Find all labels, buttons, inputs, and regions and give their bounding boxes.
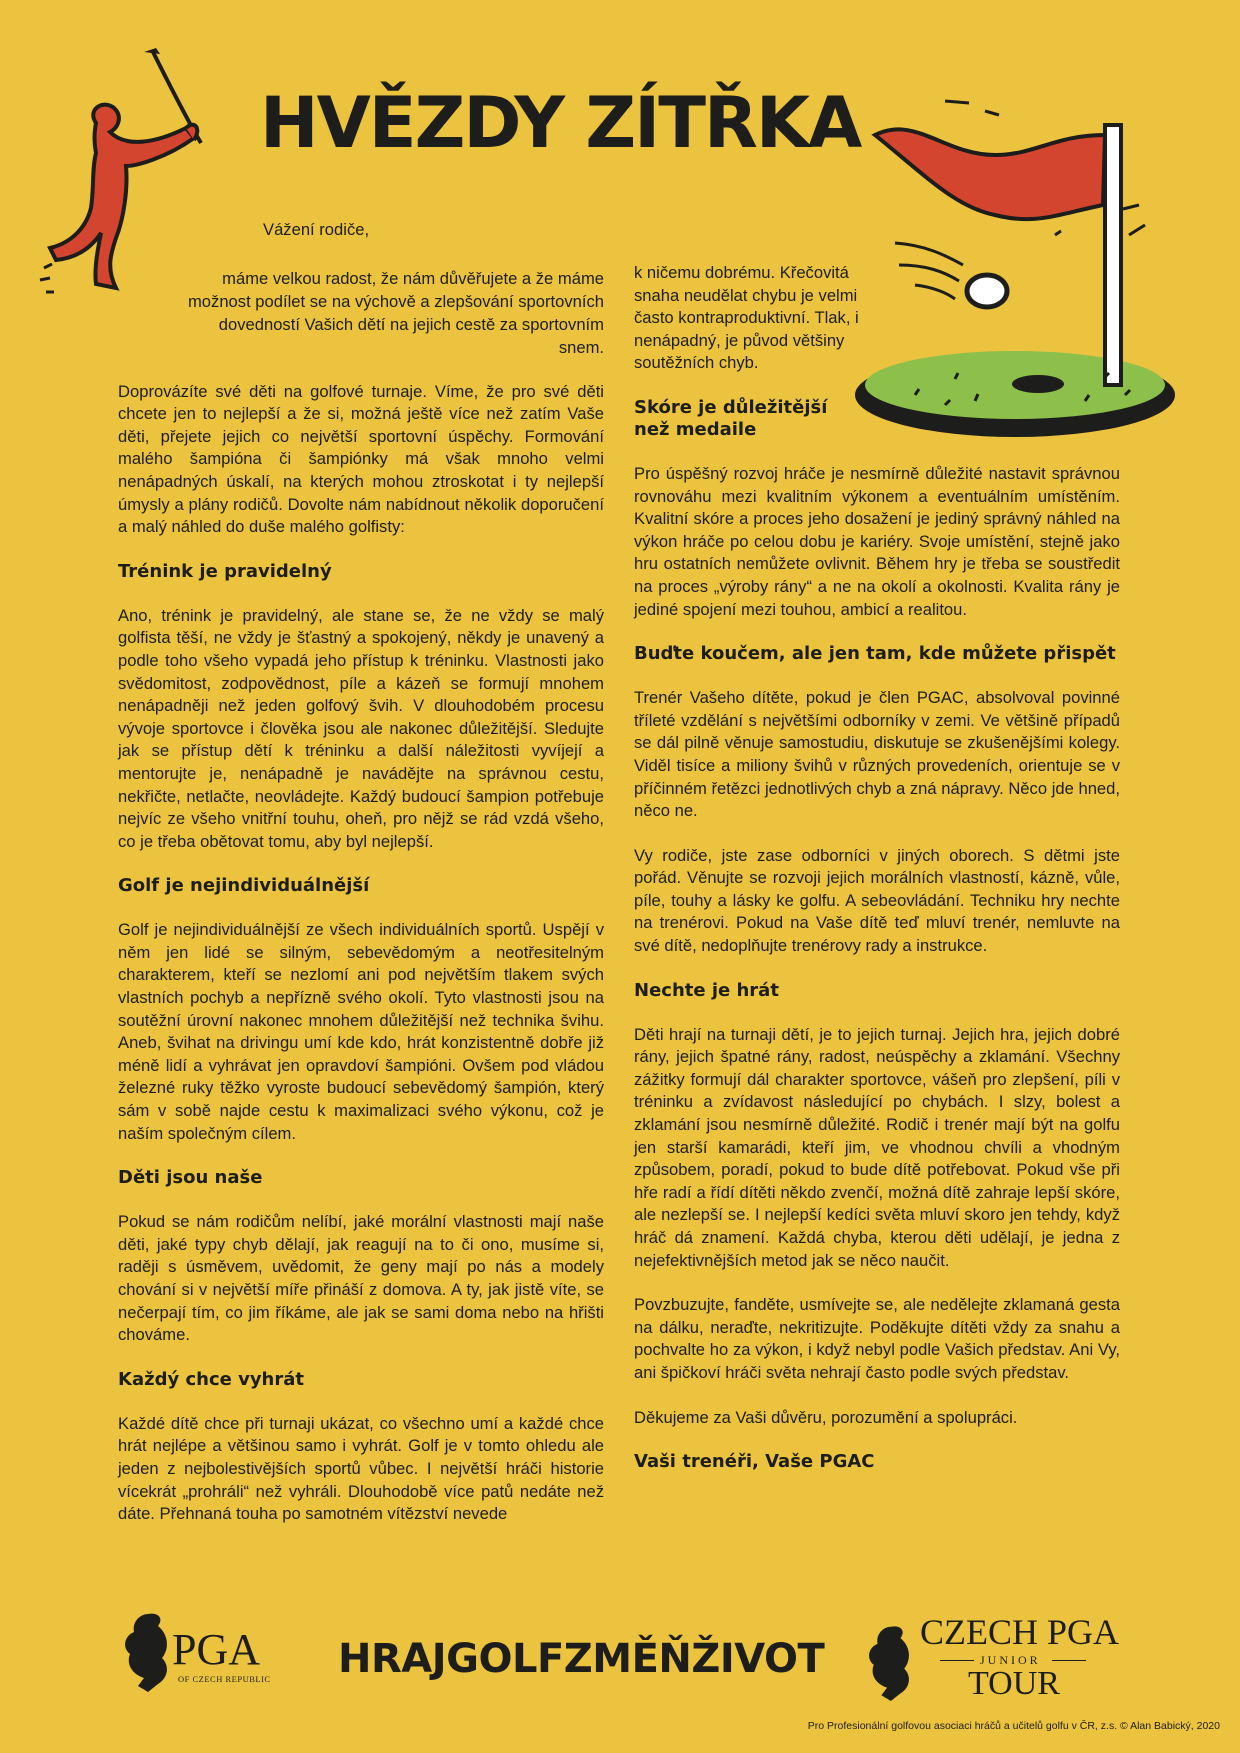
heading-coach: Buďte koučem, ale jen tam, kde můžete přispět — [634, 643, 1116, 665]
intro-paragraph: máme velkou radost, že nám důvěřujete a že máme možnost podílet se na výchově a zlepšování sportovních dovedností Vašich dětí na jejich cestě za sportovním snem. — [187, 268, 604, 357]
paragraph-thanks: Děkujeme za Vaši důvěru, porozumění a spolupráci. — [634, 1407, 1018, 1427]
footer-copyright: Pro Profesionální golfovou asociaci hráčů a učitelů golfu v ČR, z.s. © Alan Babický, 2020 — [807, 1720, 1220, 1732]
paragraph-coach-2: Vy rodiče, jste zase odborníci v jiných oborech. S dětmi jste pořád. Věnujte se rozvoji jejich morálních vlastností, kázně, vůle, píle, touhy a lásky ke golfu. A sebeovládání. Techniku hry nechte na trenérovi. Pokud na Vaše dítě teď mluví trenér, nemluvte na své dítě, nedoplňujte trenérovy rady a instrukce. — [634, 845, 1120, 956]
pga-logo-sub: OF CZECH REPUBLIC — [178, 1674, 271, 1684]
paragraph-win: Každé dítě chce při turnaji ukázat, co všechno umí a každé chce hrát nejlépe a většinou samo i vyhrát. Golf je v tomto ohledu ale jeden z nejbolestivějších sportů vůbec. I největší hráči historie vícekrát „prohráli“ než vyhráli. Dlouhodobě více patů nedáte než dáte. Přehnaná touha po samotném vítězství nevede — [118, 1413, 604, 1524]
signature: Vaši trenéři, Vaše PGAC — [634, 1451, 875, 1473]
heading-individual: Golf je nejindividuálnější — [118, 875, 370, 897]
pga-logo-main: PGA — [172, 1625, 261, 1674]
logo-rule-left — [940, 1660, 974, 1661]
paragraph-score: Pro úspěšný rozvoj hráče je nesmírně důležité nastavit správnou rovnováhu mezi kvalitním výkonem a eventuálním umístěním. Kvalitní skóre a proces jeho dosažení je jediný správný náhled na výkon hráče po celou dobu je kariéry. Svoje umístění, stejně jako hru ostatních nemůžete ovlivnit. Během hry je třeba se soustředit na proces „výroby rány“ a ne na okolí a okolnosti. Kvalita rány je jediné spojení mezi touhou, ambicí a realitou. — [634, 463, 1120, 619]
heading-win: Každý chce vyhrát — [118, 1368, 304, 1390]
logo-line-czech-pga: CZECH PGA — [920, 1612, 1120, 1652]
paragraph-play-2: Povzbuzujte, fanděte, usmívejte se, ale nedělejte zklamaná gesta na dálku, neraďte, nekritizujte. Poděkujte dítěti vždy za snahu a pochvalte ho za výkon, i když nebyl podle Vašich představ. Ani Vy, ani špičkoví hráči světa nehrají často podle svých představ. — [634, 1295, 1120, 1382]
page-title: HVĚZDY ZÍTŘKA — [260, 82, 861, 164]
golfer-logo-icon — [862, 1621, 916, 1701]
opening-paragraph: Doprovázíte své děti na golfové turnaje. Víme, že pro své děti chcete jen to nejlepší a že si, možná ještě více než zatím Vaše děti, přejete jejich co největší sportovní úspěchy. Formování malého šampióna či šampiónky má však mnoho velmi nenápadných úskalí, na kterých mohou ztroskotat i ty nejlepší úmysly a plány rodičů. Dovolte nám nabídnout několik doporučení a malý náhled do duše malého golfisty: — [118, 381, 604, 537]
column-right — [634, 262, 1120, 1474]
paragraph-coach-1: Trenér Vašeho dítěte, pokud je člen PGAC, absolvoval povinné tříleté vzdělání s největšími odborníky v zemi. Ve většině případů se dál pilně věnuje samostudiu, diskutuje se zkušenějšími kolegy. Viděl tisíce a miliony švihů v různých provedeních, orientuje se v příčinném řetězci jednotlivých chyb a zná nápravy. Něco jde hned, něco ne. — [634, 688, 1120, 821]
paragraph-win-continued: k ničemu dobrému. Křečovitá snaha neudělat chybu je velmi často kontraproduktivní. Tlak, i nenápadný, je původ většiny soutěžních chyb. — [634, 263, 859, 373]
czech-pga-junior-tour-logo — [862, 1613, 1122, 1703]
paragraph-play-1: Děti hrají na turnaji dětí, je to jejich turnaj. Jejich hra, jejich dobré rány, jejich špatné rány, radost, neúspěchy a zklamání. Všechny zážitky formují dál charakter sportovce, vášeň pro zlepšení, píli v tréninku a zvídavost následující po chybách. I slzy, bolest a zklamání jsou nesmírně důležité. Rodič i trenér mají být na golfu jen starší kamarádi, kteří jim, ve vhodnou chvíli a vhodným způsobem, poradí, pokud to bude dítě potřebovat. Pokud vše při hře radí a řídí dítěti někdo zvenčí, možná dítě zahraje lepší skóre, ale nezlepší se. I nejlepší kedíci světa mluví skoro jen tehdy, když hráč dá znamení. Každá chyba, kterou děti udělají, je jedna z nejefektivnějších metod jak se něco naučit. — [634, 1024, 1120, 1270]
logo-rule-right — [1052, 1660, 1086, 1661]
paragraph-training: Ano, trénink je pravidelný, ale stane se, že ne vždy se malý golfista těší, ne vždy je šťastný a spokojený, někdy je unavený a podle toho všeho vypadá jeho přístup k tréninku. Vlastnosti jako svědomitost, zodpovědnost, píle a kázeň se formují mnohem nenápadněji než jeden golfový švih. V dlouhodobém procesu vývoje sportovce i člověka jsou ale nakonec důležitější. Sledujte jak se přístup dětí k tréninku a další náležitosti vyvíjejí a mentorujte je, nenápadně je navádějte na správnou cestu, nekřičte, netlačte, neovládejte. Každý budoucí šampion potřebuje nejvíc ze všeho vnitřní touhu, oheň, pro nějž se rád vzdá všeho, co je třeba obětovat tomu, aby byl nejlepší. — [118, 605, 604, 851]
slogan: HRAJGOLFZMĚŇŽIVOT — [338, 1636, 825, 1682]
pga-czech-republic-logo — [118, 1608, 278, 1693]
paragraph-individual: Golf je nejindividuálnější ze všech individuálních sportů. Uspějí v něm jen lidé se silným, sebevědomým a neotřesitelným charakterem, kteří se nezlomí ani pod největším tlakem svých vlastních pochyb a nepřízně svého okolí. Tyto vlastnosti jsou na soutěžní úrovní nakonec mnohem důležitější než technika švihu. Aneb, švihat na drivingu umí kde kdo, hrát konzistentně dobře již méně lidí a vyhrávat jen opravdoví šampióni. Ovšem pod vládou železné ruky těžko vyroste budoucí sebevědomý šampión, který sám v sobě najde cestu k maximalizaci svého výkonu, což je naším společným cílem. — [118, 920, 604, 1143]
heading-training: Trénink je pravidelný — [118, 560, 332, 582]
heading-score: Skóre je důležitější než medaile — [634, 396, 828, 440]
salutation: Vážení rodiče, — [263, 220, 370, 239]
heading-ours: Děti jsou naše — [118, 1167, 263, 1189]
paragraph-ours: Pokud se nám rodičům nelíbí, jaké morální vlastnosti mají naše děti, jaké typy chyb dělají, jak reagují na to či ono, musíme si, raději s úsměvem, uvědomit, že geny mají po nás a modely chování si v největší míře přináší z domova. A ty, jak jistě víte, se nečerpají tím, co jim říkáme, ale jak se sami doma nebo na hřišti chováme. — [118, 1212, 604, 1345]
logo-line-junior: JUNIOR — [980, 1653, 1041, 1667]
column-left — [118, 219, 604, 1548]
golfer-logo-icon — [118, 1608, 174, 1692]
heading-play: Nechte je hrát — [634, 979, 779, 1001]
logo-line-tour: TOUR — [968, 1665, 1060, 1702]
